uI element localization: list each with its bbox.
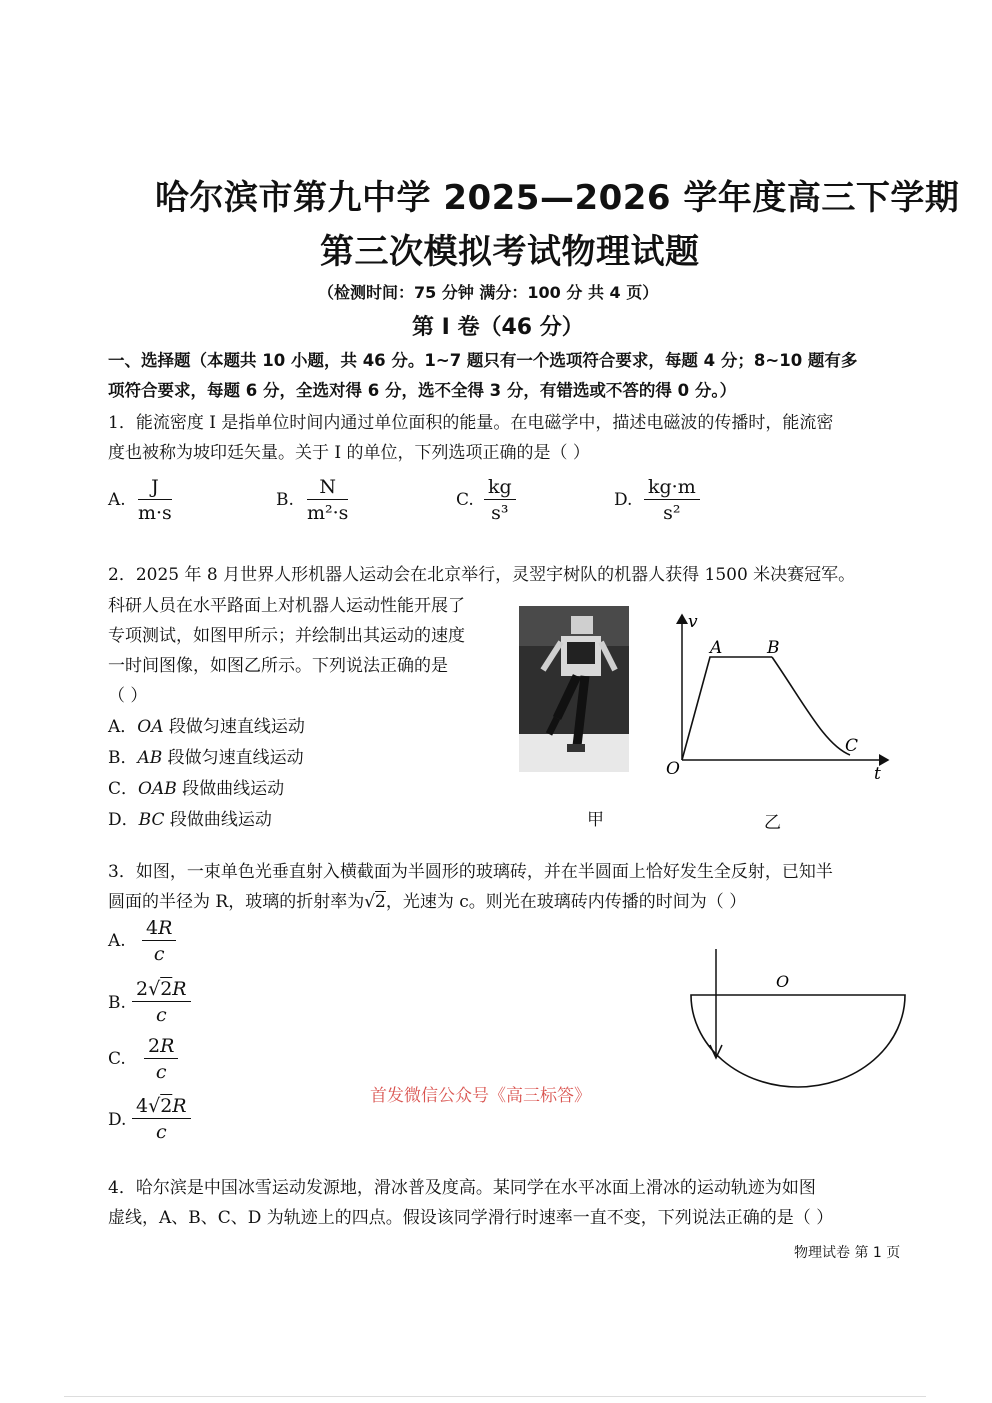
q2-option-d[interactable] bbox=[108, 805, 272, 836]
q3-option-a-den: c bbox=[153, 943, 165, 966]
q3-option-d-den: c bbox=[155, 1121, 167, 1144]
q3-option-d-sqrt: 2 bbox=[160, 1095, 173, 1117]
section1-line2: 项符合要求，每题 6 分，全选对得 6 分，选不全得 3 分，有错选或不答的得 0 分。） bbox=[108, 381, 737, 400]
q2-option-c-seg: OAB bbox=[138, 779, 177, 799]
q3-option-d-var: R bbox=[172, 1095, 187, 1117]
q3-option-a-var: R bbox=[158, 917, 173, 939]
q2-option-b-label: B． bbox=[108, 748, 138, 768]
robot-photo bbox=[519, 606, 629, 772]
semicircle-diagram bbox=[680, 945, 920, 1095]
q2-option-a-text: 段做匀速直线运动 bbox=[163, 717, 305, 737]
semicircle-outline bbox=[691, 995, 905, 1087]
q2-option-a[interactable] bbox=[108, 712, 305, 743]
q2-option-c-label: C． bbox=[108, 779, 139, 799]
section1-line1: 一、选择题（本题共 10 小题，共 46 分。1~7 题只有一个选项符合要求，每题 4 分；8~10 题有多 bbox=[108, 351, 858, 370]
q2-option-c[interactable] bbox=[108, 774, 284, 805]
q2-option-b-text: 段做匀速直线运动 bbox=[162, 748, 304, 768]
velocity-time-graph bbox=[660, 605, 900, 795]
q1-option-a-num: J bbox=[151, 476, 159, 498]
center-label-o: O bbox=[776, 972, 790, 991]
q3-line2 bbox=[108, 887, 746, 918]
q3-option-d-coef: 4 bbox=[136, 1095, 149, 1117]
q2-option-d-label: D． bbox=[108, 810, 139, 830]
q3-option-a-label: A. bbox=[108, 931, 126, 951]
q2-line2: 科研人员在水平路面上对机器人运动性能开展了 bbox=[108, 596, 465, 616]
q1-option-a-label: A. bbox=[108, 490, 126, 510]
q4-line1: 4．哈尔滨是中国冰雪运动发源地，滑冰普及度高。某同学在水平冰面上滑冰的运动轨迹为如图 bbox=[108, 1178, 816, 1198]
graph-label-t: t bbox=[874, 764, 881, 784]
exam-title-line1: 哈尔滨市第九中学 2025—2026 学年度高三下学期 bbox=[155, 178, 960, 218]
q3-option-a-fraction bbox=[142, 916, 176, 967]
volume-title: 第 I 卷（46 分） bbox=[412, 315, 584, 340]
q1-option-b-label: B. bbox=[276, 490, 294, 510]
bottom-divider bbox=[64, 1396, 926, 1397]
exam-title-line2: 第三次模拟考试物理试题 bbox=[320, 232, 700, 272]
q3-option-c-fraction bbox=[144, 1034, 178, 1085]
q1-option-d-label: D. bbox=[614, 490, 633, 510]
q2-line5: （ ） bbox=[108, 686, 148, 706]
q2-caption-photo: 甲 bbox=[587, 810, 604, 830]
q1-option-c-fraction bbox=[484, 475, 516, 526]
q1-option-a-fraction bbox=[138, 475, 172, 526]
exam-info: （检测时间：75 分钟 满分：100 分 共 4 页） bbox=[318, 283, 659, 302]
q3-option-c-var: R bbox=[160, 1035, 175, 1057]
q1-option-b-den: m²·s bbox=[307, 502, 349, 525]
q3-option-b-fraction: 2√2R c bbox=[132, 977, 191, 1028]
q1-option-d-fraction bbox=[644, 475, 700, 526]
q4-line2: 虚线，A、B、C、D 为轨迹上的四点。假设该同学滑行时速率一直不变，下列说法正确的是（ ） bbox=[108, 1208, 834, 1228]
q3-option-b-coef: 2 bbox=[136, 978, 149, 1000]
q3-line2-part1: 圆面的半径为 R，玻璃的折射率为 bbox=[108, 892, 365, 912]
q1-line1: 1．能流密度 I 是指单位时间内通过单位面积的能量。在电磁学中，描述电磁波的传播时，能流密 bbox=[108, 413, 834, 433]
q3-option-d-label: D. bbox=[108, 1110, 127, 1130]
q2-option-b[interactable] bbox=[108, 743, 304, 774]
q2-caption-graph: 乙 bbox=[764, 813, 781, 833]
graph-label-c: C bbox=[845, 736, 859, 756]
q3-option-c-den: c bbox=[155, 1061, 167, 1084]
q1-option-b-fraction bbox=[307, 475, 348, 526]
q2-option-c-text: 段做曲线运动 bbox=[176, 779, 285, 799]
q1-option-c-den: s³ bbox=[491, 502, 509, 525]
q3-option-b-sqrt: 2 bbox=[160, 978, 173, 1000]
graph-label-b: B bbox=[767, 638, 780, 658]
q2-line1: 2．2025 年 8 月世界人形机器人运动会在北京举行，灵翌宇树队的机器人获得 1500 米决赛冠军。 bbox=[108, 565, 856, 585]
graph-label-v: v bbox=[688, 612, 698, 632]
q2-option-d-text: 段做曲线运动 bbox=[164, 810, 272, 830]
q3-option-a-coef: 4 bbox=[146, 917, 159, 939]
q1-option-a-den: m·s bbox=[138, 502, 172, 525]
q3-option-b-label: B. bbox=[108, 993, 126, 1013]
watermark-text: 首发微信公众号《高三标答》 bbox=[370, 1086, 591, 1106]
q3-option-b-den: c bbox=[155, 1004, 167, 1027]
q1-line2: 度也被称为坡印廷矢量。关于 I 的单位，下列选项正确的是（ ） bbox=[108, 443, 590, 463]
q1-option-b-num: N bbox=[319, 476, 337, 498]
q1-option-d-num: kg·m bbox=[648, 476, 696, 498]
q1-option-d-den: s² bbox=[663, 502, 681, 525]
q3-option-d-fraction: 4√2R c bbox=[132, 1094, 191, 1145]
q1-option-c-num: kg bbox=[488, 476, 512, 498]
q2-option-a-label: A． bbox=[108, 717, 138, 737]
q3-sqrt2: √2 bbox=[364, 892, 386, 912]
q2-line3: 专项测试，如图甲所示；并绘制出其运动的速度 bbox=[108, 626, 465, 646]
q2-option-a-seg: OA bbox=[137, 717, 164, 737]
q1-option-c-label: C. bbox=[456, 490, 474, 510]
q3-option-c-coef: 2 bbox=[148, 1035, 161, 1057]
vt-curve-bc bbox=[772, 657, 850, 755]
vt-curve-oab bbox=[682, 657, 772, 760]
q2-line4: 一时间图像，如图乙所示。下列说法正确的是 bbox=[108, 656, 448, 676]
q3-option-c-label: C. bbox=[108, 1049, 126, 1069]
q2-option-b-seg: AB bbox=[137, 748, 163, 768]
q3-line1: 3．如图，一束单色光垂直射入横截面为半圆形的玻璃砖，并在半圆面上恰好发生全反射，已知半 bbox=[108, 862, 833, 882]
q3-sqrt2-value: 2 bbox=[375, 892, 386, 912]
q3-option-b-var: R bbox=[172, 978, 187, 1000]
graph-label-a: A bbox=[710, 638, 723, 658]
graph-label-o: O bbox=[666, 759, 680, 779]
q2-option-d-seg: BC bbox=[138, 810, 165, 830]
page-footer: 物理试卷 第 1 页 bbox=[794, 1245, 901, 1261]
q3-line2-part2: ，光速为 c。则光在玻璃砖内传播的时间为（ ） bbox=[385, 892, 747, 912]
